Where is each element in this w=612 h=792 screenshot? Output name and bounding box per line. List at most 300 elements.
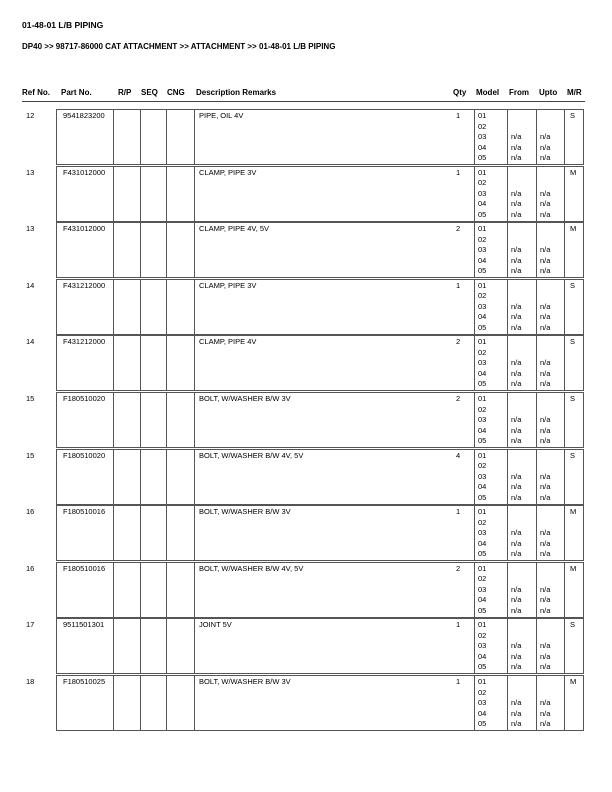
part-no: F180510020 bbox=[63, 394, 106, 403]
upto-value: n/a bbox=[540, 708, 551, 718]
row-frame bbox=[56, 222, 584, 278]
qty: 2 bbox=[456, 394, 461, 403]
cell-divider bbox=[166, 393, 167, 447]
mr-code: M bbox=[570, 224, 577, 234]
from-value: n/a bbox=[511, 358, 522, 368]
from-value-list bbox=[511, 224, 521, 277]
from-value bbox=[511, 688, 521, 699]
model-code: 05 bbox=[478, 492, 487, 502]
upto-value bbox=[540, 348, 550, 359]
cell-divider bbox=[113, 676, 114, 730]
model-code: 02 bbox=[478, 517, 487, 527]
from-value bbox=[511, 574, 521, 585]
upto-value: n/a bbox=[540, 482, 551, 492]
from-value bbox=[511, 235, 521, 246]
upto-value-list bbox=[540, 224, 550, 277]
cell-divider bbox=[194, 167, 195, 221]
model-code: 03 bbox=[478, 188, 487, 198]
upto-value bbox=[540, 631, 550, 642]
upto-value bbox=[540, 405, 550, 416]
model-code: 01 bbox=[478, 563, 487, 573]
mr-code: S bbox=[570, 111, 576, 120]
cell-divider bbox=[474, 619, 475, 673]
from-value: n/a bbox=[511, 605, 522, 615]
qty: 1 bbox=[456, 677, 461, 686]
col-upto-header: Upto bbox=[539, 88, 558, 97]
description: BOLT, W/WASHER B/W 3V bbox=[199, 507, 291, 517]
mr-code: S bbox=[570, 337, 576, 347]
cell-divider bbox=[564, 280, 565, 334]
model-code: 02 bbox=[478, 404, 487, 414]
mr-code: S bbox=[570, 394, 576, 403]
model-code: 02 bbox=[478, 121, 487, 131]
upto-value bbox=[540, 677, 550, 688]
cell-divider bbox=[564, 450, 565, 504]
model-code: 01 bbox=[478, 394, 487, 403]
from-value bbox=[511, 461, 521, 472]
part-no: F180510020 bbox=[63, 450, 106, 460]
model-code: 01 bbox=[478, 111, 487, 120]
cell-divider bbox=[140, 336, 141, 390]
upto-value-list bbox=[540, 111, 550, 164]
cell-divider bbox=[113, 167, 114, 221]
upto-value bbox=[540, 451, 550, 462]
ref-no: 18 bbox=[26, 677, 35, 686]
cell-divider bbox=[166, 336, 167, 390]
from-value: n/a bbox=[511, 132, 522, 141]
model-code-list bbox=[478, 224, 486, 277]
upto-value bbox=[540, 111, 550, 122]
cell-divider bbox=[194, 619, 195, 673]
model-code: 04 bbox=[478, 312, 487, 322]
mr-code: S bbox=[570, 450, 576, 460]
from-value: n/a bbox=[511, 255, 522, 265]
cell-divider bbox=[166, 110, 167, 164]
part-no: F180510016 bbox=[63, 507, 106, 517]
header-divider bbox=[22, 101, 585, 102]
model-code: 01 bbox=[478, 620, 487, 630]
cell-divider bbox=[536, 506, 537, 560]
upto-value: n/a bbox=[540, 595, 551, 605]
upto-value: n/a bbox=[540, 719, 551, 728]
cell-divider bbox=[140, 619, 141, 673]
upto-value bbox=[540, 564, 550, 575]
from-value bbox=[511, 451, 521, 462]
cell-divider bbox=[536, 280, 537, 334]
model-code: 02 bbox=[478, 291, 487, 301]
breadcrumb: DP40 >> 98717-86000 CAT ATTACHMENT >> ATTACHMENT >> 01-48-01 L/B PIPING bbox=[22, 42, 336, 51]
upto-value-list bbox=[540, 677, 550, 730]
model-code: 04 bbox=[478, 142, 487, 152]
model-code: 05 bbox=[478, 662, 487, 672]
from-value: n/a bbox=[511, 471, 522, 481]
col-rp-header: R/P bbox=[118, 88, 132, 97]
cell-divider bbox=[166, 280, 167, 334]
upto-value: n/a bbox=[540, 698, 551, 707]
model-code: 03 bbox=[478, 301, 487, 311]
model-code: 02 bbox=[478, 234, 487, 244]
upto-value: n/a bbox=[540, 415, 551, 424]
upto-value: n/a bbox=[540, 199, 551, 209]
cell-divider bbox=[474, 223, 475, 277]
cell-divider bbox=[564, 619, 565, 673]
from-value bbox=[511, 291, 521, 302]
qty: 1 bbox=[456, 280, 461, 290]
model-code: 02 bbox=[478, 347, 487, 357]
upto-value bbox=[540, 461, 550, 472]
row-frame bbox=[56, 279, 584, 335]
cell-divider bbox=[166, 563, 167, 617]
col-seq-header: SEQ bbox=[141, 88, 158, 97]
from-value: n/a bbox=[511, 301, 522, 311]
cell-divider bbox=[194, 393, 195, 447]
cell-divider bbox=[536, 619, 537, 673]
description: BOLT, W/WASHER B/W 4V, 5V bbox=[199, 563, 304, 573]
model-code: 01 bbox=[478, 677, 487, 686]
col-qty-header: Qty bbox=[453, 88, 467, 97]
cell-divider bbox=[536, 563, 537, 617]
upto-value: n/a bbox=[540, 358, 551, 368]
from-value: n/a bbox=[511, 662, 522, 672]
from-value bbox=[511, 337, 521, 348]
cell-divider bbox=[140, 563, 141, 617]
upto-value bbox=[540, 507, 550, 518]
model-code: 05 bbox=[478, 379, 487, 389]
cell-divider bbox=[507, 393, 508, 447]
from-value-list bbox=[511, 564, 521, 617]
from-value: n/a bbox=[511, 153, 522, 162]
from-value: n/a bbox=[511, 245, 522, 255]
cell-divider bbox=[474, 336, 475, 390]
upto-value bbox=[540, 574, 550, 585]
from-value: n/a bbox=[511, 492, 522, 502]
cell-divider bbox=[536, 110, 537, 164]
ref-no: 17 bbox=[26, 620, 35, 630]
model-code: 05 bbox=[478, 266, 487, 276]
from-value: n/a bbox=[511, 528, 522, 538]
cell-divider bbox=[507, 450, 508, 504]
upto-value bbox=[540, 394, 550, 405]
ref-no: 14 bbox=[26, 337, 35, 347]
mr-code: M bbox=[570, 167, 577, 177]
cell-divider bbox=[507, 619, 508, 673]
upto-value: n/a bbox=[540, 266, 551, 276]
col-cng-header: CNG bbox=[167, 88, 185, 97]
description: BOLT, W/WASHER B/W 3V bbox=[199, 677, 291, 686]
from-value: n/a bbox=[511, 312, 522, 322]
upto-value: n/a bbox=[540, 142, 551, 152]
cell-divider bbox=[507, 336, 508, 390]
part-no: F180510025 bbox=[63, 677, 106, 686]
from-value: n/a bbox=[511, 436, 522, 445]
row-frame bbox=[56, 449, 584, 505]
cell-divider bbox=[564, 563, 565, 617]
upto-value bbox=[540, 235, 550, 246]
upto-value: n/a bbox=[540, 425, 551, 435]
ref-no: 16 bbox=[26, 563, 35, 573]
col-description-header: Description Remarks bbox=[196, 88, 277, 97]
cell-divider bbox=[140, 167, 141, 221]
cell-divider bbox=[474, 393, 475, 447]
model-code-list bbox=[478, 394, 486, 447]
model-code: 05 bbox=[478, 549, 487, 559]
model-code-list bbox=[478, 564, 486, 617]
qty: 4 bbox=[456, 450, 461, 460]
upto-value: n/a bbox=[540, 584, 551, 594]
col-mr-header: M/R bbox=[567, 88, 582, 97]
part-no: 9541823200 bbox=[63, 111, 105, 120]
model-code-list bbox=[478, 168, 486, 221]
upto-value bbox=[540, 224, 550, 235]
upto-value-list bbox=[540, 620, 550, 673]
from-value: n/a bbox=[511, 425, 522, 435]
upto-value: n/a bbox=[540, 662, 551, 672]
cell-divider bbox=[166, 676, 167, 730]
from-value-list bbox=[511, 281, 521, 334]
model-code: 04 bbox=[478, 368, 487, 378]
from-value bbox=[511, 348, 521, 359]
description: CLAMP, PIPE 3V bbox=[199, 280, 257, 290]
from-value bbox=[511, 405, 521, 416]
model-code: 05 bbox=[478, 605, 487, 615]
from-value bbox=[511, 564, 521, 575]
cell-divider bbox=[474, 110, 475, 164]
cell-divider bbox=[140, 506, 141, 560]
qty: 2 bbox=[456, 337, 461, 347]
cell-divider bbox=[194, 110, 195, 164]
model-code: 04 bbox=[478, 538, 487, 548]
upto-value bbox=[540, 291, 550, 302]
cell-divider bbox=[113, 280, 114, 334]
from-value-list bbox=[511, 507, 521, 560]
upto-value: n/a bbox=[540, 379, 551, 389]
cell-divider bbox=[564, 393, 565, 447]
qty: 1 bbox=[456, 111, 461, 120]
cell-divider bbox=[194, 223, 195, 277]
ref-no: 14 bbox=[26, 280, 35, 290]
part-no: F180510016 bbox=[63, 563, 106, 573]
part-no: F431212000 bbox=[63, 280, 106, 290]
cell-divider bbox=[166, 167, 167, 221]
model-code: 01 bbox=[478, 224, 487, 234]
from-value: n/a bbox=[511, 415, 522, 424]
from-value: n/a bbox=[511, 142, 522, 152]
cell-divider bbox=[140, 393, 141, 447]
cell-divider bbox=[474, 506, 475, 560]
model-code-list bbox=[478, 111, 486, 164]
cell-divider bbox=[166, 619, 167, 673]
from-value: n/a bbox=[511, 199, 522, 209]
cell-divider bbox=[140, 223, 141, 277]
model-code: 04 bbox=[478, 651, 487, 661]
col-model-header: Model bbox=[476, 88, 500, 97]
qty: 1 bbox=[456, 620, 461, 630]
upto-value bbox=[540, 518, 550, 529]
ref-no: 13 bbox=[26, 224, 35, 234]
description: BOLT, W/WASHER B/W 4V, 5V bbox=[199, 450, 304, 460]
cell-divider bbox=[194, 676, 195, 730]
from-value bbox=[511, 677, 521, 688]
part-no: F431212000 bbox=[63, 337, 106, 347]
cell-divider bbox=[194, 563, 195, 617]
mr-code: S bbox=[570, 620, 576, 630]
upto-value: n/a bbox=[540, 528, 551, 538]
cell-divider bbox=[166, 506, 167, 560]
from-value: n/a bbox=[511, 482, 522, 492]
cell-divider bbox=[536, 393, 537, 447]
upto-value: n/a bbox=[540, 641, 551, 651]
cell-divider bbox=[194, 336, 195, 390]
from-value: n/a bbox=[511, 368, 522, 378]
model-code: 01 bbox=[478, 507, 487, 517]
from-value: n/a bbox=[511, 651, 522, 661]
ref-no: 13 bbox=[26, 167, 35, 177]
cell-divider bbox=[194, 450, 195, 504]
description: CLAMP, PIPE 4V bbox=[199, 337, 257, 347]
mr-code: M bbox=[570, 563, 577, 573]
model-code: 03 bbox=[478, 528, 487, 538]
cell-divider bbox=[166, 223, 167, 277]
qty: 1 bbox=[456, 507, 461, 517]
from-value bbox=[511, 224, 521, 235]
cell-divider bbox=[507, 280, 508, 334]
upto-value-list bbox=[540, 168, 550, 221]
model-code: 05 bbox=[478, 209, 487, 219]
model-code: 04 bbox=[478, 482, 487, 492]
model-code: 03 bbox=[478, 471, 487, 481]
cell-divider bbox=[113, 619, 114, 673]
from-value: n/a bbox=[511, 538, 522, 548]
upto-value: n/a bbox=[540, 436, 551, 445]
cell-divider bbox=[536, 450, 537, 504]
cell-divider bbox=[113, 506, 114, 560]
cell-divider bbox=[564, 167, 565, 221]
from-value: n/a bbox=[511, 549, 522, 559]
cell-divider bbox=[140, 280, 141, 334]
cell-divider bbox=[564, 223, 565, 277]
page-title: 01-48-01 L/B PIPING bbox=[22, 20, 104, 30]
cell-divider bbox=[140, 110, 141, 164]
from-value bbox=[511, 631, 521, 642]
model-code-list bbox=[478, 451, 486, 504]
cell-divider bbox=[113, 393, 114, 447]
from-value: n/a bbox=[511, 708, 522, 718]
from-value bbox=[511, 620, 521, 631]
model-code: 01 bbox=[478, 167, 487, 177]
col-from-header: From bbox=[509, 88, 529, 97]
model-code: 04 bbox=[478, 255, 487, 265]
mr-code: M bbox=[570, 677, 577, 686]
upto-value-list bbox=[540, 281, 550, 334]
mr-code: M bbox=[570, 507, 577, 517]
from-value-list bbox=[511, 168, 521, 221]
model-code: 05 bbox=[478, 719, 487, 728]
from-value: n/a bbox=[511, 188, 522, 198]
cell-divider bbox=[536, 223, 537, 277]
from-value bbox=[511, 507, 521, 518]
upto-value: n/a bbox=[540, 471, 551, 481]
description: BOLT, W/WASHER B/W 3V bbox=[199, 394, 291, 403]
from-value: n/a bbox=[511, 266, 522, 276]
model-code-list bbox=[478, 677, 486, 730]
upto-value-list bbox=[540, 337, 550, 390]
model-code: 02 bbox=[478, 574, 487, 584]
qty: 2 bbox=[456, 224, 461, 234]
cell-divider bbox=[507, 563, 508, 617]
mr-code: S bbox=[570, 280, 576, 290]
upto-value-list bbox=[540, 564, 550, 617]
upto-value bbox=[540, 337, 550, 348]
from-value-list bbox=[511, 111, 521, 164]
cell-divider bbox=[564, 676, 565, 730]
model-code: 03 bbox=[478, 584, 487, 594]
cell-divider bbox=[113, 110, 114, 164]
from-value: n/a bbox=[511, 595, 522, 605]
from-value-list bbox=[511, 677, 521, 730]
from-value: n/a bbox=[511, 322, 522, 332]
model-code: 02 bbox=[478, 630, 487, 640]
from-value bbox=[511, 394, 521, 405]
upto-value: n/a bbox=[540, 322, 551, 332]
model-code-list bbox=[478, 620, 486, 673]
cell-divider bbox=[194, 506, 195, 560]
row-frame bbox=[56, 335, 584, 391]
upto-value: n/a bbox=[540, 549, 551, 559]
cell-divider bbox=[536, 676, 537, 730]
row-frame bbox=[56, 618, 584, 674]
from-value: n/a bbox=[511, 698, 522, 707]
model-code: 03 bbox=[478, 245, 487, 255]
upto-value bbox=[540, 620, 550, 631]
upto-value: n/a bbox=[540, 368, 551, 378]
row-frame bbox=[56, 166, 584, 222]
model-code: 02 bbox=[478, 687, 487, 697]
cell-divider bbox=[140, 450, 141, 504]
from-value bbox=[511, 168, 521, 179]
upto-value: n/a bbox=[540, 651, 551, 661]
model-code: 03 bbox=[478, 698, 487, 707]
model-code: 03 bbox=[478, 415, 487, 424]
upto-value: n/a bbox=[540, 492, 551, 502]
part-no: 9511501301 bbox=[63, 620, 105, 630]
upto-value bbox=[540, 168, 550, 179]
upto-value: n/a bbox=[540, 188, 551, 198]
from-value-list bbox=[511, 337, 521, 390]
upto-value: n/a bbox=[540, 132, 551, 141]
from-value bbox=[511, 178, 521, 189]
model-code: 02 bbox=[478, 461, 487, 471]
upto-value: n/a bbox=[540, 245, 551, 255]
cell-divider bbox=[507, 676, 508, 730]
from-value-list bbox=[511, 451, 521, 504]
from-value bbox=[511, 122, 521, 133]
qty: 2 bbox=[456, 563, 461, 573]
cell-divider bbox=[166, 450, 167, 504]
cell-divider bbox=[113, 223, 114, 277]
description: PIPE, OIL 4V bbox=[199, 111, 244, 120]
cell-divider bbox=[564, 336, 565, 390]
model-code: 01 bbox=[478, 450, 487, 460]
model-code: 05 bbox=[478, 153, 487, 162]
cell-divider bbox=[474, 563, 475, 617]
upto-value-list bbox=[540, 394, 550, 447]
qty: 1 bbox=[456, 167, 461, 177]
col-part-no-header: Part No. bbox=[61, 88, 92, 97]
upto-value: n/a bbox=[540, 605, 551, 615]
model-code: 03 bbox=[478, 358, 487, 368]
cell-divider bbox=[507, 167, 508, 221]
upto-value: n/a bbox=[540, 255, 551, 265]
